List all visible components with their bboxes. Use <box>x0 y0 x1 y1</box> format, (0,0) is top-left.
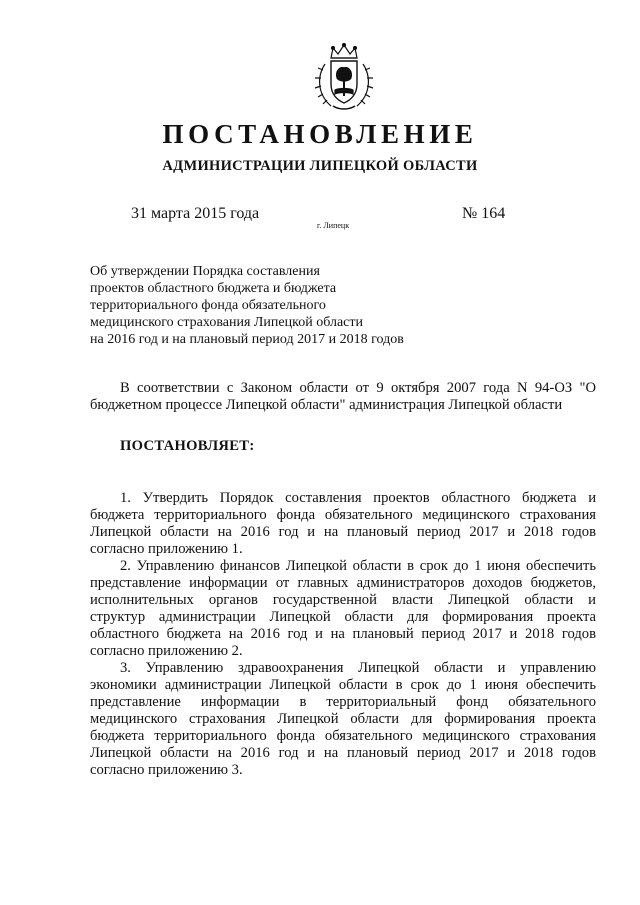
subject-line: проектов областного бюджета и бюджета <box>90 281 337 296</box>
preamble-line: В соответствии с Законом области от 9 октября 2007 года N 94-ОЗ "О <box>120 380 596 396</box>
item-line: согласно приложению 1. <box>90 541 243 557</box>
subject-line: территориального фонда обязательного <box>90 298 326 313</box>
item-line: 2. Управлению финансов Липецкой области в срок до 1 июня обеспечить <box>120 558 596 574</box>
subject-line: Об утверждении Порядка составления <box>90 264 320 279</box>
item-line: медицинского страхования Липецкой области для формирования проекта <box>90 711 596 727</box>
document-city: г. Липецк <box>317 221 350 230</box>
item-line: 1. Утвердить Порядок составления проектов областного бюджета и <box>120 490 596 506</box>
subject-line: на 2016 год и на плановый период 2017 и 2018 годов <box>90 332 404 347</box>
decree-item-1 <box>90 490 596 558</box>
document-subject <box>90 263 404 348</box>
item-line: структур администрации Липецкой области для формирования проекта <box>90 609 596 625</box>
item-line: представление информации от главных администраторов доходов бюджетов, <box>90 575 596 591</box>
item-line: 3. Управлению здравоохранения Липецкой области и управлению <box>120 660 596 676</box>
item-line: экономики администрации Липецкой области в срок до 1 июня обеспечить <box>90 677 596 693</box>
document-number: № 164 <box>462 205 506 222</box>
decree-heading: ПОСТАНОВЛЯЕТ: <box>120 438 255 454</box>
item-line: Липецкой области на 2016 год и на плановый период 2017 и 2018 годов <box>90 524 596 540</box>
preamble-paragraph <box>90 380 596 414</box>
item-line: согласно приложению 3. <box>90 762 243 778</box>
document-date: 31 марта 2015 года <box>131 205 260 222</box>
item-line: бюджета территориального фонда обязательного медицинского страхования <box>90 728 596 744</box>
preamble-line: бюджетном процессе Липецкой области" администрация Липецкой области <box>90 397 563 413</box>
item-line: областного бюджета на 2016 год и на плановый период 2017 и 2018 годов <box>90 626 596 642</box>
decree-item-3 <box>90 660 596 779</box>
item-line: представление информации в территориальный фонд обязательного <box>90 694 596 710</box>
item-line: согласно приложению 2. <box>90 643 243 659</box>
item-line: исполнительных органов государственной власти Липецкой области и <box>90 592 596 608</box>
document-subtitle: АДМИНИСТРАЦИИ ЛИПЕЦКОЙ ОБЛАСТИ <box>162 158 478 174</box>
document-title: ПОСТАНОВЛЕНИЕ <box>162 119 478 149</box>
subject-line: медицинского страхования Липецкой области <box>90 315 363 330</box>
item-line: бюджета территориального фонда обязательного медицинского страхования <box>90 507 596 523</box>
item-line: Липецкой области на 2016 год и на плановый период 2017 и 2018 годов <box>90 745 596 761</box>
lipetsk-coat-of-arms-icon <box>311 42 377 112</box>
decree-item-2 <box>90 558 596 660</box>
